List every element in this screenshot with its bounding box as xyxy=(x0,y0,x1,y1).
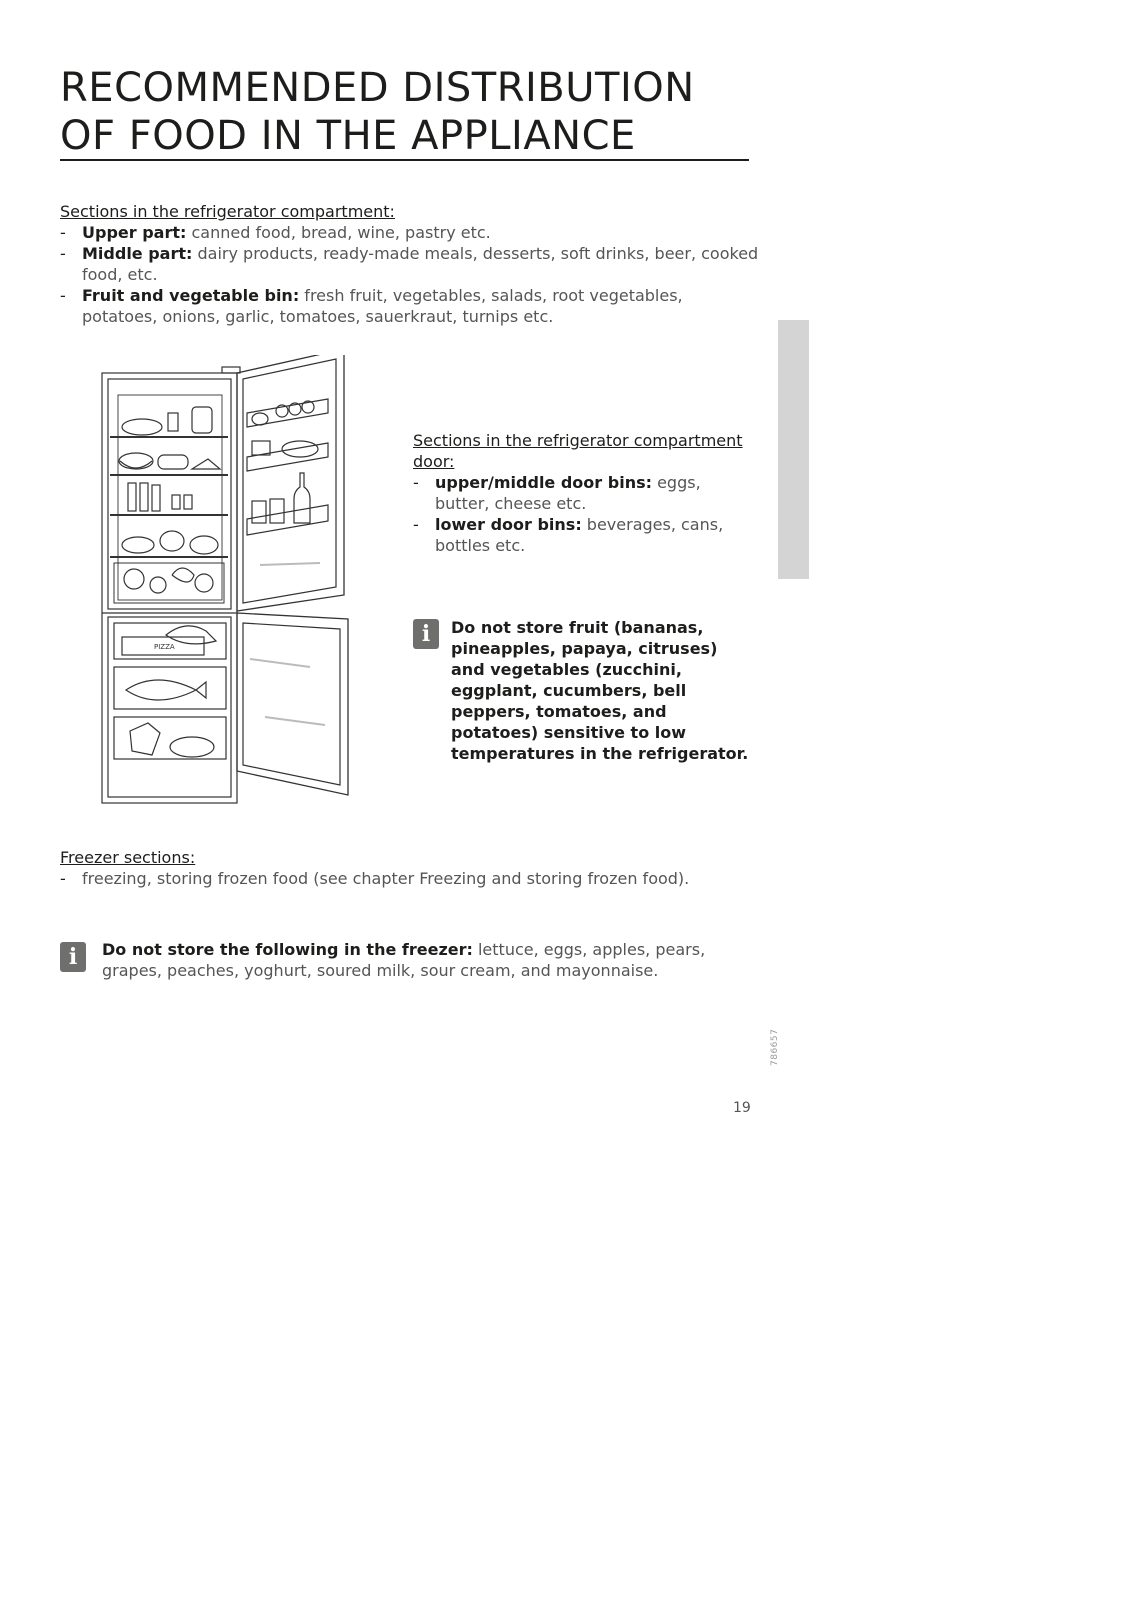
document-code: 786657 xyxy=(770,1028,780,1066)
info-note-freezer-text: Do not store the following in the freezer: lettuce, eggs, apples, pears, grapes, peaches, yoghurt, soured milk, sour cream, and mayonnaise. xyxy=(102,940,706,980)
list-item: - lower door bins: beverages, cans, bottles etc. xyxy=(413,515,724,555)
side-tab-marker xyxy=(778,320,809,579)
list-item: - Middle part: dairy products, ready-made meals, desserts, soft drinks, beer, cooked food, etc. xyxy=(60,244,759,284)
fridge-compartment-heading: Sections in the refrigerator compartment: xyxy=(60,202,395,221)
fridge-compartment-list xyxy=(60,222,760,327)
list-item: - Upper part: canned food, bread, wine, pastry etc. xyxy=(60,223,491,242)
info-note-fruit-text: Do not store fruit (bananas, pineapples, papaya, citruses) and vegetables (zucchini, eggplant, cucumbers, bell peppers, tomatoes, and potatoes) sensitive to low temperatures in the refrigerator. xyxy=(451,618,749,763)
pizza-box-label: PIZZA xyxy=(154,643,175,651)
fridge-illustration xyxy=(100,355,360,810)
page-number: 19 xyxy=(733,1100,751,1116)
freezer-list xyxy=(60,868,760,889)
title-line-2: OF FOOD IN THE APPLIANCE xyxy=(60,113,636,159)
fridge-door-section xyxy=(413,430,753,556)
fridge-compartment-section xyxy=(60,201,760,327)
page-title xyxy=(60,64,750,160)
list-item: - upper/middle door bins: eggs, butter, cheese etc. xyxy=(413,473,701,513)
fridge-door-list xyxy=(413,472,753,556)
title-underline xyxy=(60,159,749,161)
fridge-door-heading: Sections in the refrigerator compartment door: xyxy=(413,431,743,471)
title-line-1: RECOMMENDED DISTRIBUTION xyxy=(60,65,695,111)
fridge-door xyxy=(237,355,344,611)
info-icon: i xyxy=(60,942,86,972)
list-item: - Fruit and vegetable bin: fresh fruit, vegetables, salads, root vegetables, potatoes, onions, garlic, tomatoes, sauerkraut, turnips etc. xyxy=(60,286,683,326)
list-item: - freezing, storing frozen food (see chapter Freezing and storing frozen food). xyxy=(60,869,690,888)
info-note-fruit xyxy=(413,617,753,764)
freezer-heading: Freezer sections: xyxy=(60,848,196,867)
freezer-section xyxy=(60,847,760,889)
info-note-freezer xyxy=(60,939,760,981)
info-icon: i xyxy=(413,619,439,649)
